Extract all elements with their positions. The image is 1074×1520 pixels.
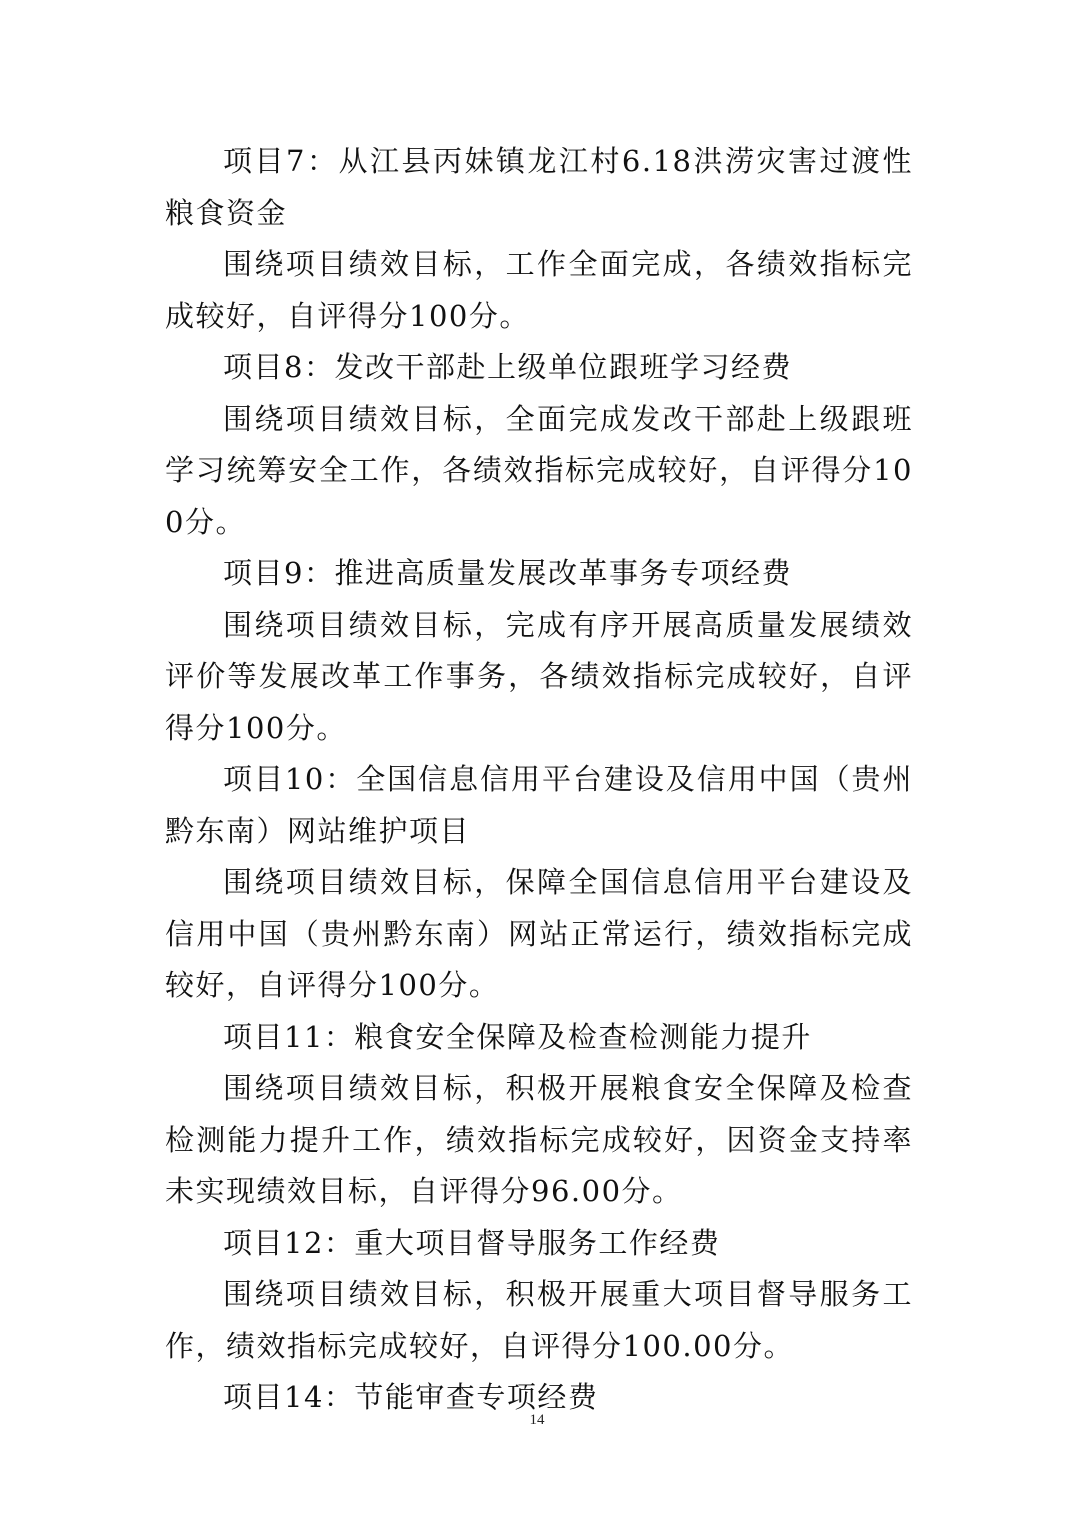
project-12-heading: 项目12：重大项目督导服务工作经费	[223, 1225, 721, 1260]
project-11-heading: 项目11：粮食安全保障及检查检测能力提升	[223, 1019, 812, 1054]
project-9-heading: 项目9：推进高质量发展改革事务专项经费	[223, 556, 792, 590]
project-8-summary: 围绕项目绩效目标，全面完成发改干部赴上级跟班学习统筹安全工作，各绩效指标完成较好，自评得分100分。	[165, 401, 913, 539]
project-7-summary: 围绕项目绩效目标，工作全面完成，各绩效指标完成较好，自评得分100分。	[165, 247, 913, 333]
project-10-heading: 项目10：全国信息信用平台建设及信用中国（贵州黔东南）网站维护项目	[165, 762, 913, 848]
project-14-heading: 项目14：节能审查专项经费	[223, 1380, 599, 1414]
project-10-summary: 围绕项目绩效目标，保障全国信息信用平台建设及信用中国（贵州黔东南）网站正常运行，绩效指标完成较好，自评得分100分。	[165, 865, 913, 1002]
project-7-heading: 项目7：从江县丙妹镇龙江村6.18洪涝灾害过渡性粮食资金	[165, 144, 913, 230]
project-11-summary: 围绕项目绩效目标，积极开展粮食安全保障及检查检测能力提升工作，绩效指标完成较好，因资金支持率未实现绩效目标，自评得分96.00分。	[165, 1071, 913, 1208]
page-number: 14	[529, 1412, 545, 1428]
project-8-heading: 项目8：发改干部赴上级单位跟班学习经费	[223, 350, 792, 384]
project-12-summary: 围绕项目绩效目标，积极开展重大项目督导服务工作，绩效指标完成较好，自评得分100.00分。	[165, 1277, 913, 1363]
document-body	[165, 136, 913, 1424]
project-9-summary: 围绕项目绩效目标，完成有序开展高质量发展绩效评价等发展改革工作事务，各绩效指标完成较好，自评得分100分。	[165, 607, 913, 745]
